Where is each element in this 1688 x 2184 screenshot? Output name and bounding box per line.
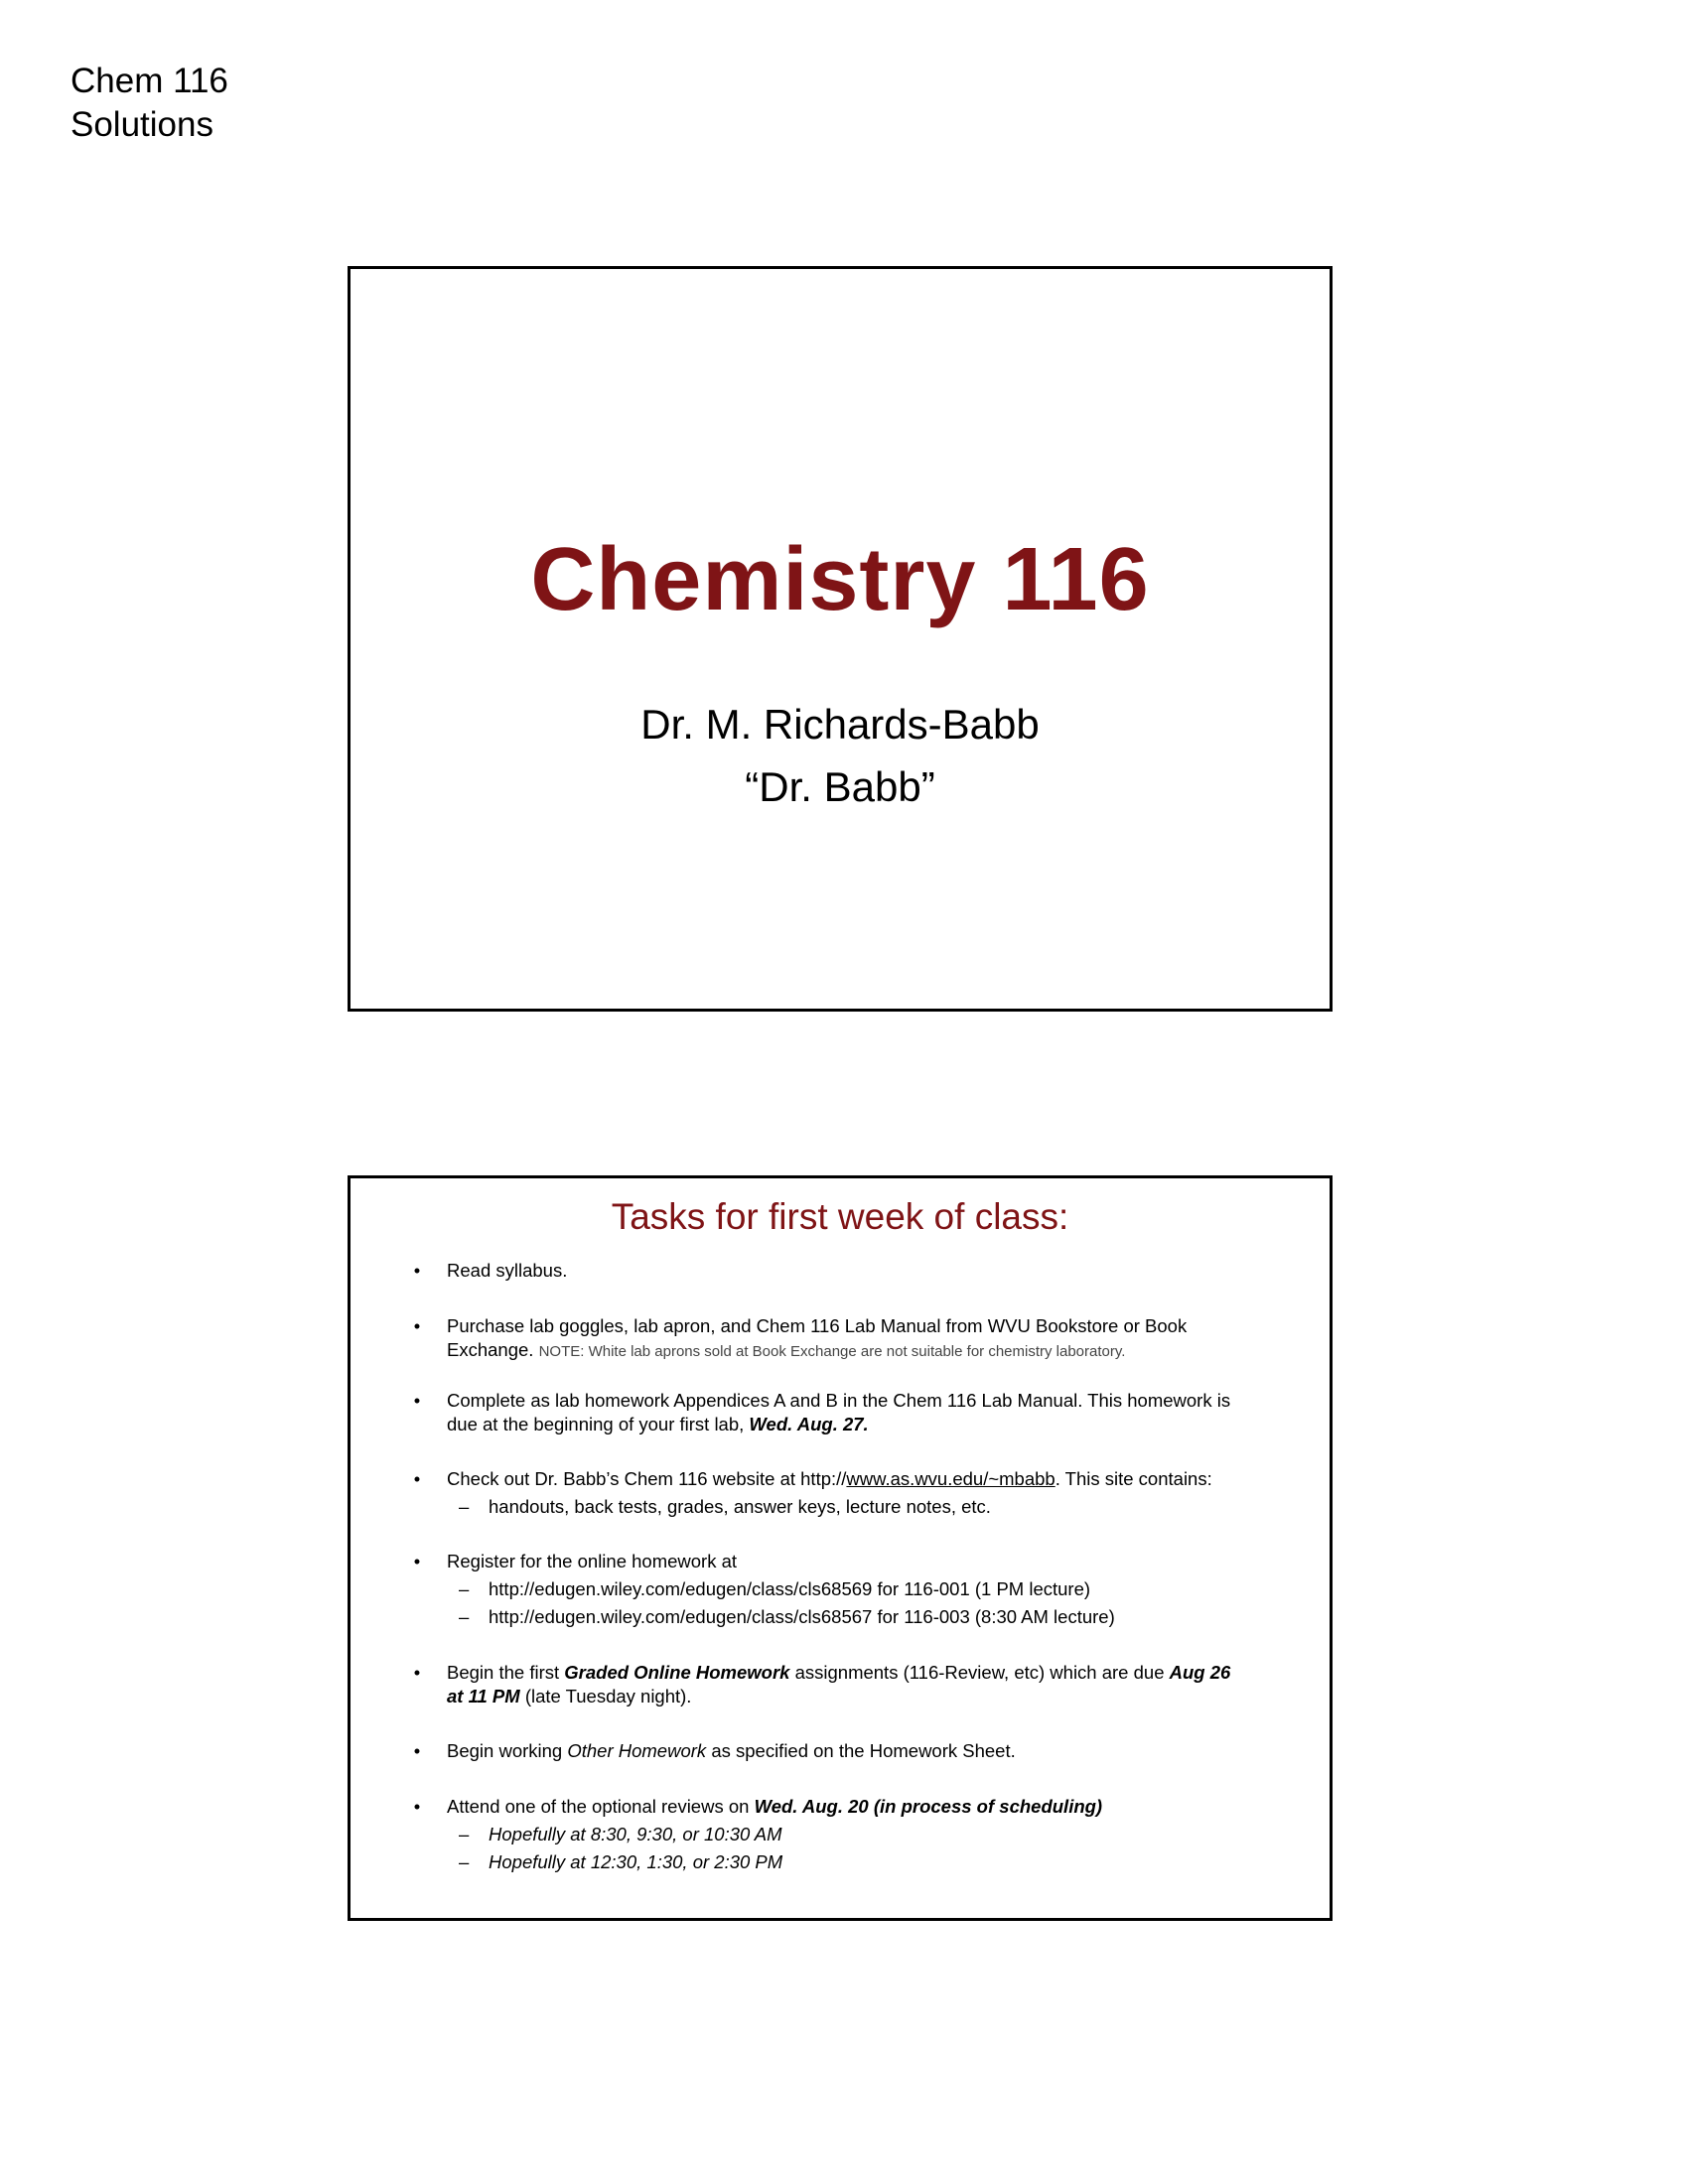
instructor-nickname: “Dr. Babb”: [745, 763, 935, 810]
review-date: Wed. Aug. 20 (in process of scheduling): [754, 1796, 1103, 1817]
website-link[interactable]: www.as.wvu.edu/~mbabb: [846, 1468, 1055, 1489]
task-register: [413, 1550, 1241, 1629]
dash-icon: –: [459, 1496, 470, 1517]
sub-item-text: http://edugen.wiley.com/edugen/class/cls68569 for 116-001 (1 PM lecture): [489, 1578, 1091, 1599]
task-text-tail: . This site contains:: [1055, 1468, 1212, 1489]
task-website: [413, 1467, 1241, 1519]
task-text: Begin the first: [447, 1662, 560, 1683]
task-text-tail: as specified on the Homework Sheet.: [711, 1740, 1016, 1761]
sub-item: [447, 1495, 1241, 1519]
dash-icon: –: [459, 1824, 470, 1844]
dash-icon: –: [459, 1851, 470, 1872]
task-complete: [413, 1389, 1241, 1436]
graded-homework-label: Graded Online Homework: [564, 1662, 790, 1683]
tasks-title: Tasks for first week of class:: [611, 1196, 1069, 1237]
sub-item: [447, 1577, 1241, 1601]
task-text: Register for the online homework at: [447, 1551, 738, 1571]
bullet-icon: •: [413, 1468, 421, 1489]
task-due-date: Wed. Aug. 27.: [749, 1414, 869, 1434]
task-text: Purchase lab goggles, lab apron, and Chem 116 Lab Manual from WVU Bookstore or Book Exchange.: [447, 1315, 1188, 1360]
task-text: Check out Dr. Babb’s Chem 116 website at http://: [447, 1468, 847, 1489]
task-text-mid: assignments (116-Review, etc) which are due: [794, 1662, 1165, 1683]
bullet-icon: •: [413, 1796, 421, 1817]
other-homework-label: Other Homework: [567, 1740, 707, 1761]
task-text: Attend one of the optional reviews on: [447, 1796, 750, 1817]
page-header: [70, 60, 228, 147]
task-graded-homework: [413, 1661, 1241, 1708]
sub-item: [447, 1850, 1241, 1874]
title-slide: [348, 266, 1333, 1012]
dash-icon: –: [459, 1578, 470, 1599]
sub-item-text: handouts, back tests, grades, answer keys, lecture notes, etc.: [489, 1496, 991, 1517]
task-text: Complete as lab homework Appendices A and B in the Chem 116 Lab Manual. This homework is due at the beginning of your first lab,: [447, 1390, 1231, 1434]
task-purchase: [413, 1314, 1241, 1364]
bullet-icon: •: [413, 1390, 421, 1411]
task-text: Begin working: [447, 1740, 563, 1761]
bullet-icon: •: [413, 1740, 421, 1761]
graded-due-date: Aug 26 at 11 PM: [447, 1662, 1231, 1706]
task-attend-review: [413, 1795, 1241, 1874]
dash-icon: –: [459, 1606, 470, 1627]
task-note: NOTE: White lab aprons sold at Book Exchange are not suitable for chemistry laboratory.: [538, 1343, 1126, 1360]
task-text-tail: (late Tuesday night).: [524, 1686, 692, 1706]
task-text: Read syllabus.: [447, 1260, 568, 1281]
bullet-icon: •: [413, 1551, 421, 1571]
bullet-icon: •: [413, 1315, 421, 1336]
sub-item: [447, 1823, 1241, 1846]
sub-item-text: Hopefully at 8:30, 9:30, or 10:30 AM: [489, 1824, 782, 1844]
course-label: Chem 116: [70, 62, 228, 100]
sub-item-text: Hopefully at 12:30, 1:30, or 2:30 PM: [489, 1851, 783, 1872]
task-other-homework: [413, 1739, 1241, 1763]
slide-title: Chemistry 116: [530, 530, 1150, 629]
task-read: [413, 1259, 1241, 1283]
sub-item-text: http://edugen.wiley.com/edugen/class/cls68567 for 116-003 (8:30 AM lecture): [489, 1606, 1115, 1627]
topic-label: Solutions: [70, 105, 213, 144]
tasks-slide: [348, 1175, 1333, 1921]
bullet-icon: •: [413, 1662, 421, 1683]
sub-item: [447, 1605, 1241, 1629]
instructor-name: Dr. M. Richards-Babb: [640, 701, 1040, 748]
bullet-icon: •: [413, 1260, 421, 1281]
